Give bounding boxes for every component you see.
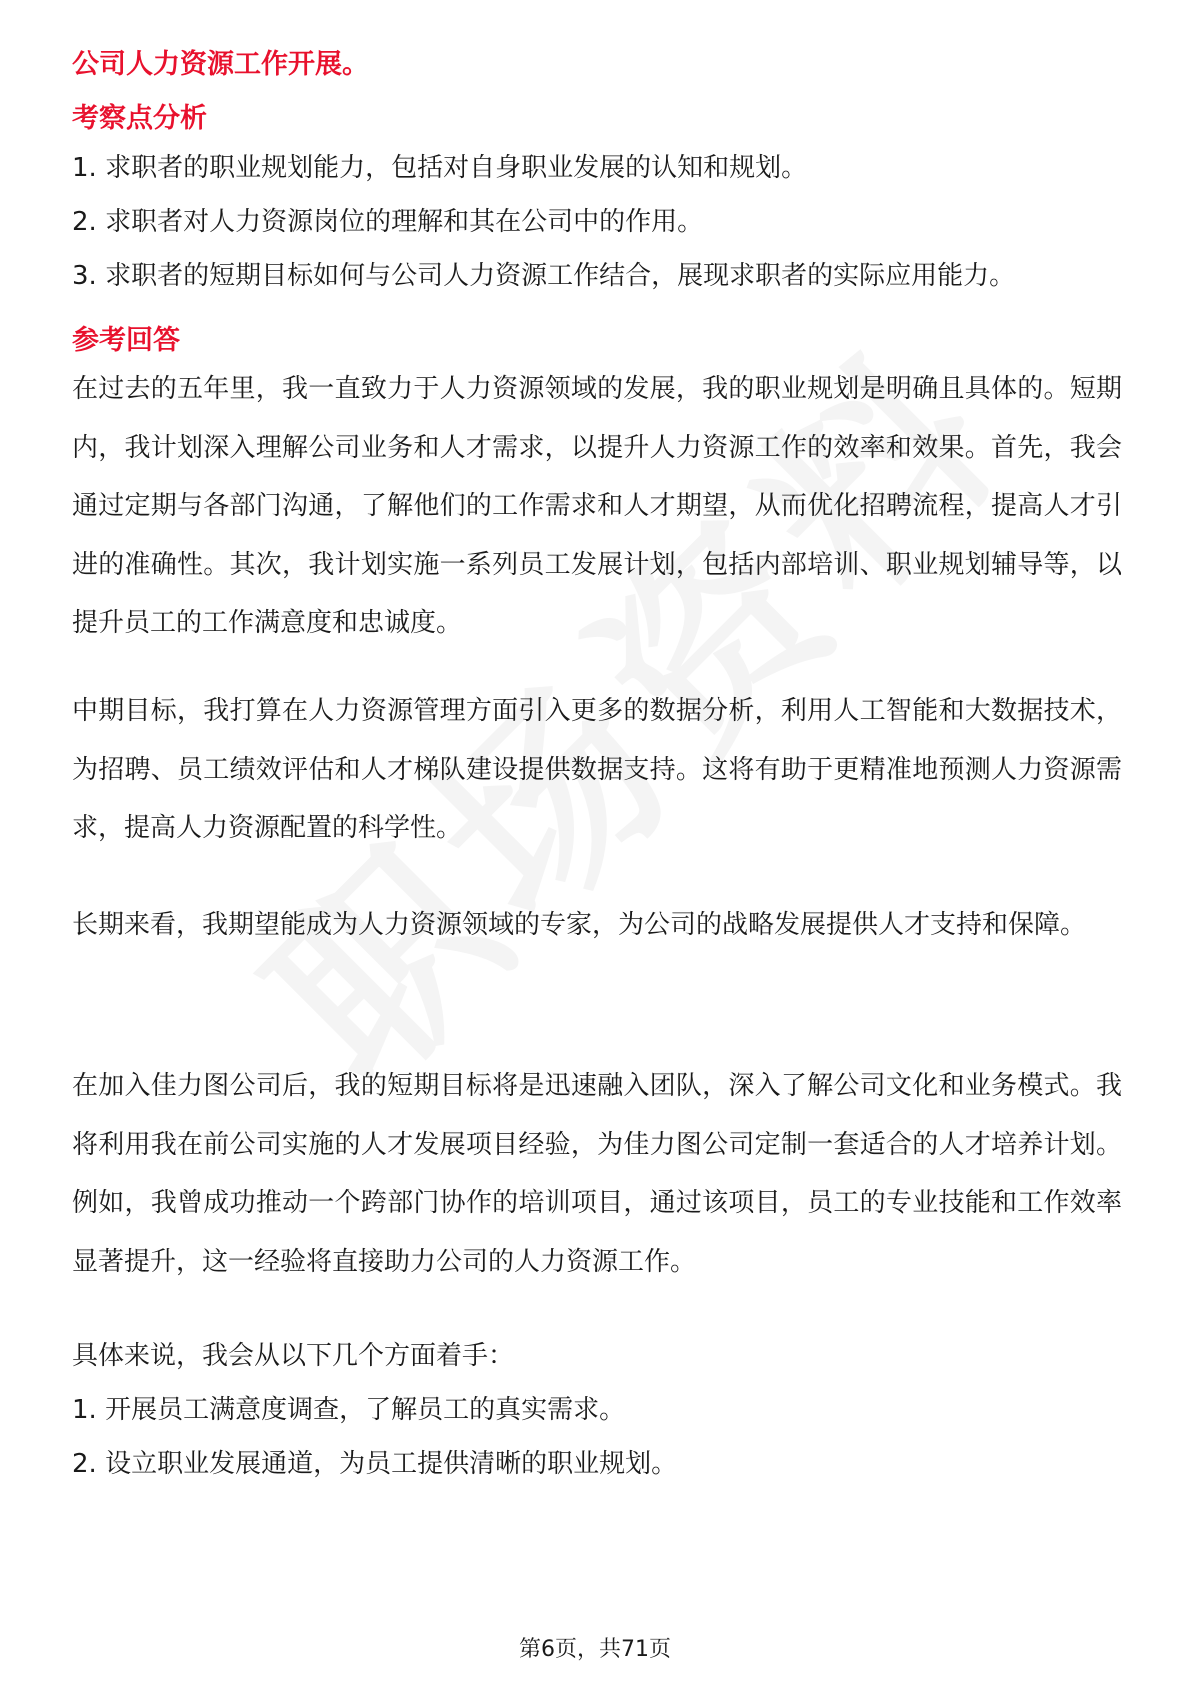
analysis-heading: 考察点分析 [72,103,207,134]
analysis-item: 2. 求职者对人力资源岗位的理解和其在公司中的作用。 [72,207,704,237]
answer-paragraph: 中期目标，我打算在人力资源管理方面引入更多的数据分析，利用人工智能和大数据技术，为招聘、员工绩效评估和人才梯队建设提供数据支持。这将有助于更精准地预测人力资源需求，提高人力资源配置的科学性。 [72,696,1122,843]
answer-paragraph: 长期来看，我期望能成为人力资源领域的专家，为公司的战略发展提供人才支持和保障。 [72,910,1087,940]
page-number: 第6页，共71页 [519,1637,671,1662]
analysis-item: 1. 求职者的职业规划能力，包括对自身职业发展的认知和规划。 [72,153,808,183]
answer-paragraph: 在加入佳力图公司后，我的短期目标将是迅速融入团队，深入了解公司文化和业务模式。我将利用我在前公司实施的人才发展项目经验，为佳力图公司定制一套适合的人才培养计划。例如，我曾成功推动一个跨部门协作的培训项目，通过该项目，员工的专业技能和工作效率显著提升，这一经验将直接助力公司的人力资源工作。 [72,1071,1122,1277]
intro-line: 公司人力资源工作开展。 [72,49,369,80]
answer-heading: 参考回答 [72,325,180,356]
closing-item: 1. 开展员工满意度调查，了解员工的真实需求。 [72,1395,626,1425]
analysis-item: 3. 求职者的短期目标如何与公司人力资源工作结合，展现求职者的实际应用能力。 [72,261,1016,291]
closing-item: 2. 设立职业发展通道，为员工提供清晰的职业规划。 [72,1449,678,1479]
answer-paragraph: 在过去的五年里，我一直致力于人力资源领域的发展，我的职业规划是明确且具体的。短期内，我计划深入理解公司业务和人才需求，以提升人力资源工作的效率和效果。首先，我会通过定期与各部门沟通，了解他们的工作需求和人才期望，从而优化招聘流程，提高人才引进的准确性。其次，我计划实施一系列员工发展计划，包括内部培训、职业规划辅导等，以提升员工的工作满意度和忠诚度。 [72,374,1122,638]
closing-intro: 具体来说，我会从以下几个方面着手： [72,1341,515,1371]
